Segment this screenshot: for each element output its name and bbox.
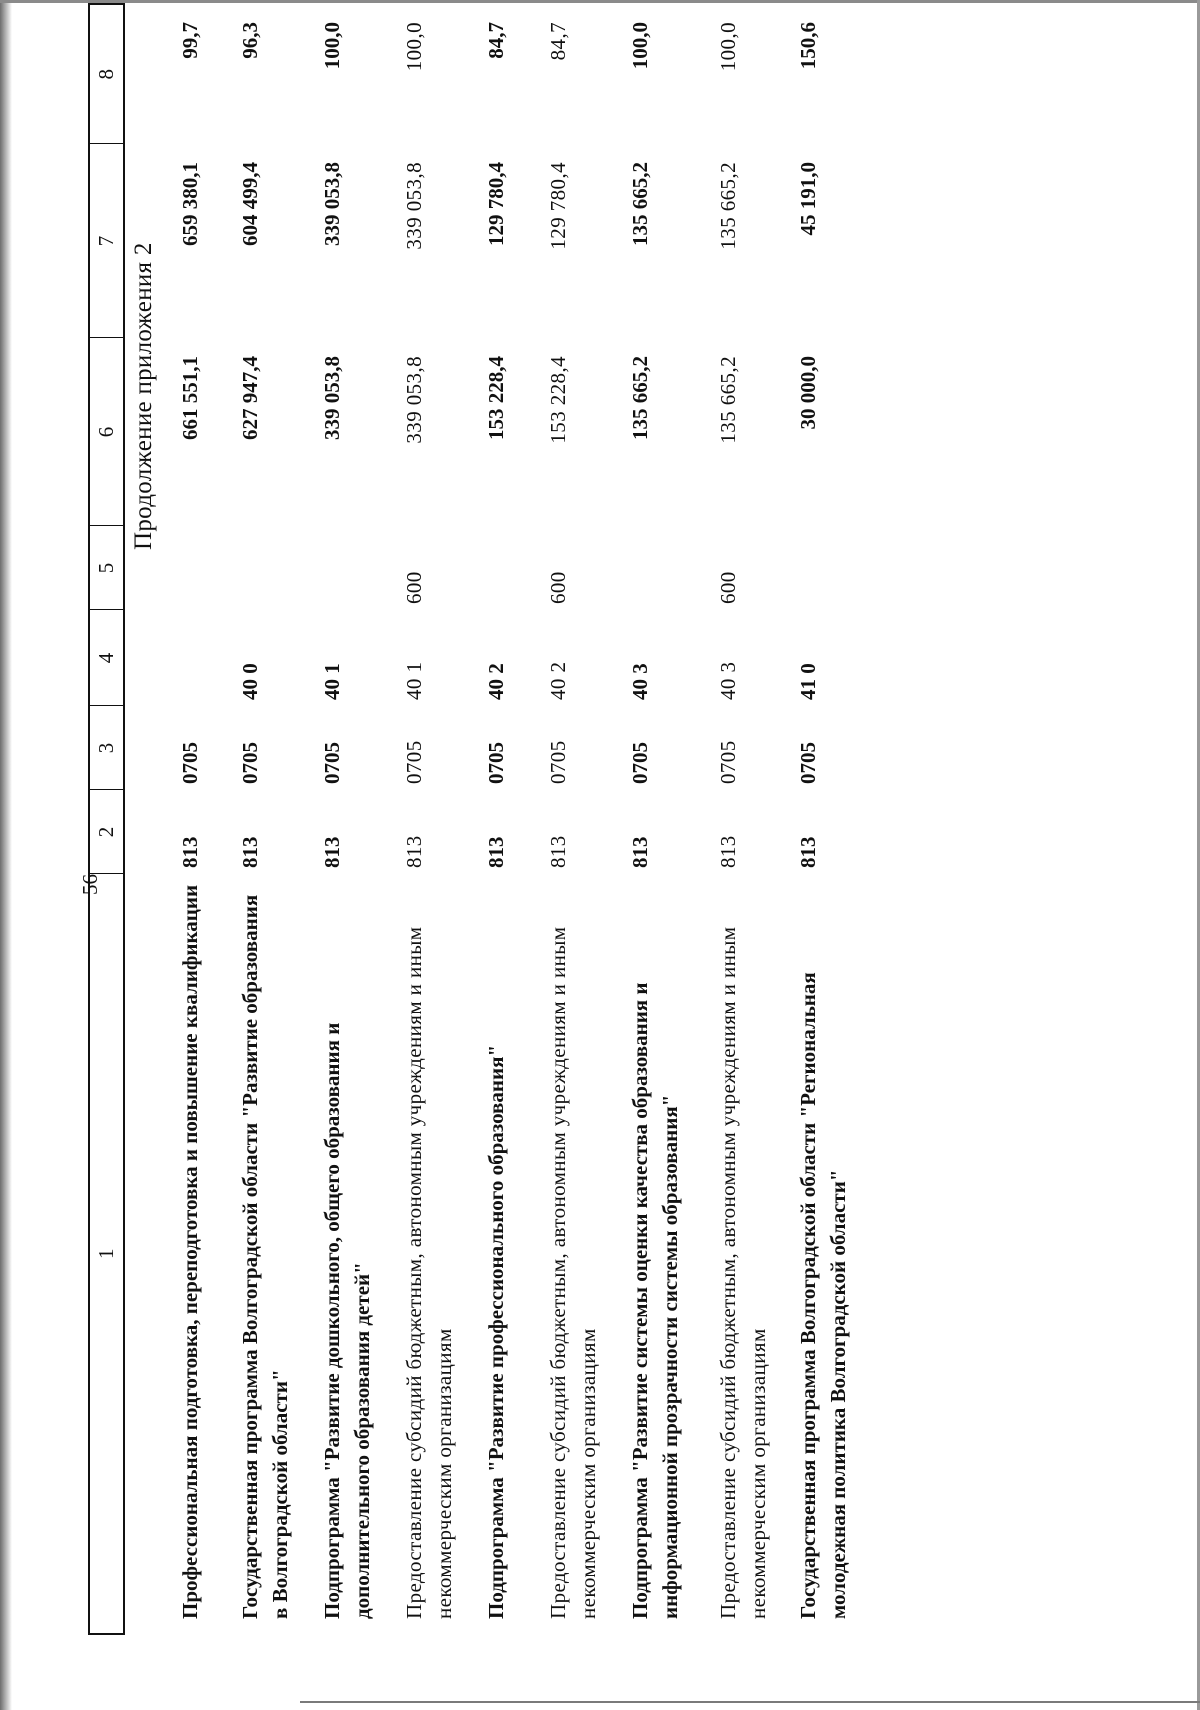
cell-admin-code: 813 <box>796 836 820 868</box>
cell-admin-code: 813 <box>546 835 570 868</box>
row-name: Предоставление субсидий бюджетным, автономным учреждениям и иным некоммерческим организациям <box>546 926 600 1619</box>
cell-admin-code: 813 <box>178 836 202 868</box>
table-row <box>521 4 603 1634</box>
cell-planned: 339 053,8 <box>320 356 344 440</box>
table-row <box>603 4 695 1634</box>
cell-actual: 339 053,8 <box>320 162 344 246</box>
cell-actual: 135 665,2 <box>628 162 652 246</box>
column-header: 6 <box>89 338 124 526</box>
cell-actual: 659 380,1 <box>178 162 202 246</box>
cell-actual: 604 499,4 <box>238 162 262 246</box>
cell-planned: 135 665,2 <box>628 356 652 440</box>
page-number: 56 <box>78 874 102 895</box>
cell-actual: 339 053,8 <box>402 162 426 250</box>
cell-expense-type <box>124 526 215 610</box>
header-row <box>89 4 124 1634</box>
table-row <box>295 4 377 1634</box>
table-row <box>695 4 773 1634</box>
cell-actual: 129 780,4 <box>546 162 570 250</box>
cell-percent: 100,0 <box>628 22 652 70</box>
cell-percent: 84,7 <box>546 22 570 61</box>
cell-section-code: 0705 <box>796 742 820 784</box>
cell-expense-type <box>459 526 521 610</box>
cell-section-code: 0705 <box>320 742 344 784</box>
cell-section-code: 0705 <box>402 740 426 784</box>
row-name: Государственная программа Волгоградской области "Развитие образования в Волгоградской области" <box>238 894 292 1619</box>
cell-percent: 150,6 <box>796 22 820 70</box>
cell-actual: 45 191,0 <box>796 162 820 236</box>
cell-expense-type: 600 <box>716 571 740 604</box>
cell-planned: 153 228,4 <box>484 356 508 440</box>
cell-actual: 135 665,2 <box>716 162 740 250</box>
cell-section-code: 0705 <box>238 742 262 784</box>
column-header: 7 <box>89 144 124 338</box>
cell-section-code: 0705 <box>178 742 202 784</box>
cell-actual: 129 780,4 <box>484 162 508 246</box>
cell-planned: 627 947,4 <box>238 356 262 440</box>
cell-section-code: 0705 <box>546 740 570 784</box>
cell-admin-code: 813 <box>484 836 508 868</box>
cell-expense-type <box>603 526 695 610</box>
cell-percent: 100,0 <box>402 22 426 72</box>
row-name: Подпрограмма "Развитие профессионального образования" <box>484 1044 508 1619</box>
cell-percent: 100,0 <box>716 22 740 72</box>
cell-section-code: 0705 <box>484 742 508 784</box>
budget-table <box>88 3 863 1635</box>
cell-program-code: 40 1 <box>402 661 426 700</box>
row-name: Предоставление субсидий бюджетным, автономным учреждениям и иным некоммерческим организациям <box>402 926 456 1619</box>
appendix-note: Продолжение приложения 2 <box>130 242 157 550</box>
row-name: Профессиональная подготовка, переподготовка и повышение квалификации <box>178 884 202 1619</box>
column-header: 3 <box>89 706 124 790</box>
column-header: 4 <box>89 610 124 706</box>
cell-program-code: 40 0 <box>238 663 262 700</box>
column-header: 1 <box>89 874 124 1634</box>
cell-admin-code: 813 <box>320 836 344 868</box>
cell-planned: 135 665,2 <box>716 356 740 444</box>
cell-percent: 96,3 <box>238 22 262 59</box>
cell-expense-type: 600 <box>402 571 426 604</box>
cell-planned: 661 551,1 <box>178 356 202 440</box>
row-name: Предоставление субсидий бюджетным, автономным учреждениям и иным некоммерческим организациям <box>716 926 770 1619</box>
table-row <box>124 4 215 1634</box>
table-row <box>459 4 521 1634</box>
cell-program-code: 40 2 <box>484 663 508 700</box>
cell-percent: 84,7 <box>484 22 508 59</box>
cell-program-code: 40 1 <box>320 663 344 700</box>
cell-expense-type <box>773 526 863 610</box>
table-row <box>773 4 863 1634</box>
cell-admin-code: 813 <box>238 836 262 868</box>
column-header: 2 <box>89 790 124 874</box>
cell-program-code: 40 2 <box>546 661 570 700</box>
cell-percent: 100,0 <box>320 22 344 70</box>
cell-percent: 99,7 <box>178 22 202 59</box>
table-row <box>215 4 295 1634</box>
row-name: Государственная программа Волгоградской области "Региональная молодежная политика Волгоградской области" <box>796 972 850 1619</box>
cell-expense-type <box>295 526 377 610</box>
cell-program-code: 40 3 <box>628 663 652 700</box>
cell-section-code: 0705 <box>628 742 652 784</box>
cell-admin-code: 813 <box>628 836 652 868</box>
cell-expense-type <box>215 526 295 610</box>
table-row <box>377 4 459 1634</box>
cell-planned: 153 228,4 <box>546 356 570 444</box>
cell-program-code: 41 0 <box>796 663 820 700</box>
cell-admin-code: 813 <box>716 835 740 868</box>
row-name: Подпрограмма "Развитие дошкольного, общего образования и дополнительного образования детей" <box>320 1022 374 1619</box>
cell-admin-code: 813 <box>402 835 426 868</box>
column-header: 5 <box>89 526 124 610</box>
cell-program-code <box>124 610 215 706</box>
cell-program-code: 40 3 <box>716 661 740 700</box>
cell-expense-type: 600 <box>546 571 570 604</box>
column-header: 8 <box>89 4 124 144</box>
row-name: Подпрограмма "Развитие системы оценки качества образования и информационной прозрачности системы образования" <box>628 982 682 1619</box>
cell-section-code: 0705 <box>716 740 740 784</box>
cell-planned: 339 053,8 <box>402 356 426 444</box>
cell-planned: 30 000,0 <box>796 356 820 430</box>
